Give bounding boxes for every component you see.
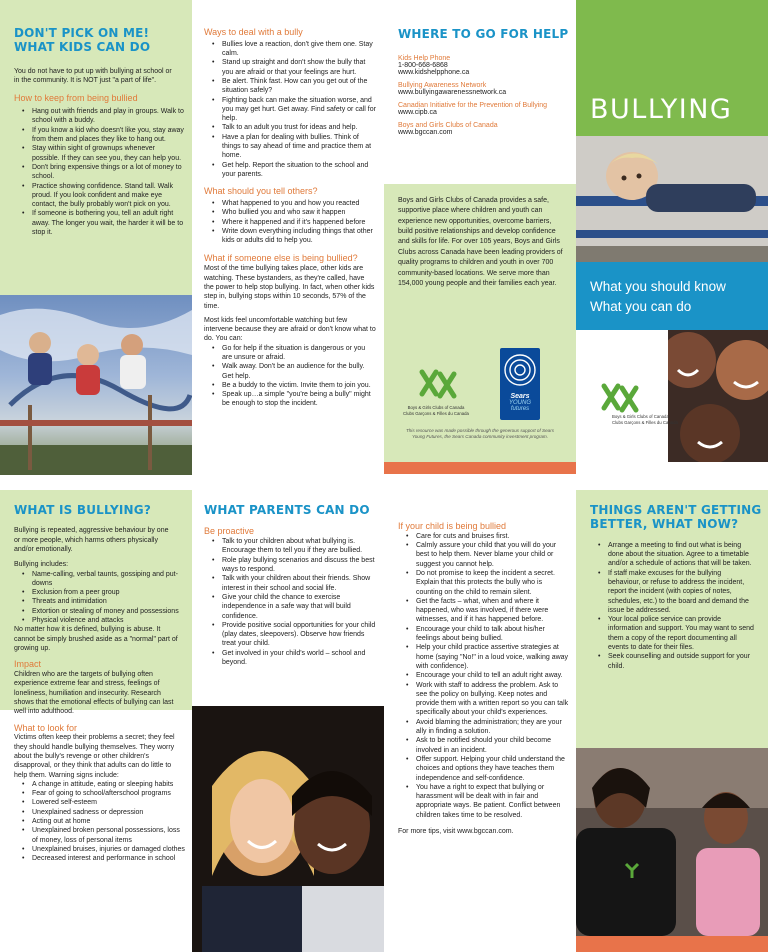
proactive-list	[204, 537, 376, 667]
org-name: Canadian Initiative for the Prevention of Bullying	[398, 102, 548, 110]
cover-title: BULLYING	[590, 94, 733, 125]
list-item: • Do not promise to keep the incident a secret. Explain that this protects the bully who is counting on the child to remain silent.	[398, 569, 570, 597]
list-item: • Fear of going to school/afterschool programs	[14, 789, 186, 798]
bgc-logo-left	[400, 366, 472, 416]
boy-on-rail-photo	[576, 136, 768, 262]
list-item: • Be alert. Think fast. How can you get out of the situation safely?	[204, 77, 376, 96]
mentor-child-photo	[576, 748, 768, 936]
bgc-figures-icon	[414, 366, 462, 400]
keep-list	[14, 107, 184, 237]
list-item: • Stand up straight and don't show the bully that you are afraid or that your feelings are hurt.	[204, 58, 376, 77]
list-item: • You have a right to expect that bullying or harassment will be dealt with in fair and appropriate ways. Be patient. Conflict between children takes time to be resolved.	[398, 783, 570, 820]
list-item: • Calmly assure your child that you will do your best to help them. Never blame your child or suggest you cannot help.	[398, 541, 570, 569]
list-item: • What happened to you and how you reacted	[204, 199, 376, 208]
about-bgc: Boys and Girls Clubs of Canada provides a safe, supportive place where children and youth can experience new opportunities, overcome barriers, build positive relationships and develop confidence and skills for life. For over 105 years, Boys and Girls Clubs across Canada have been leading providers of quality programs to children and youth in over 700 community-based locations. We serve more than 154,000 young people and their families each year.	[398, 197, 563, 287]
if-bullied-heading: If your child is being bullied	[398, 521, 507, 531]
panel5	[14, 503, 186, 863]
org-cipb	[398, 102, 558, 116]
list-item: • Walk away. Don't be an audience for the bully. Get help.	[204, 362, 376, 381]
list-item: • Help your child practice assertive strategies at home (saying "No!" in a loud voice, walking away with confidence).	[398, 643, 570, 671]
org-phone: 1-800-668-6868	[398, 62, 448, 70]
panel8-orange-bar	[576, 936, 768, 952]
keep-heading: How to keep from being bullied	[14, 93, 138, 104]
org-link[interactable]: www.bgccan.com	[398, 129, 453, 137]
list-item: • Don't bring expensive things or a lot of money to school.	[14, 163, 184, 182]
list-item: • Where it happened and if it's happened before	[204, 218, 376, 227]
bgc-logo-right-text: Boys & Girls Clubs of Canada Clubs Garçons & Filles du Canada	[612, 414, 678, 425]
tagline-know: What you should know	[590, 279, 726, 294]
org-link[interactable]: www.bullyingawarenessnetwork.ca	[398, 89, 507, 97]
kids-faces-illustration	[668, 330, 768, 462]
list-item: • Offer support. Helping your child understand the choices and options they have teaches them independence and self-confidence.	[398, 755, 570, 783]
list-item: • Go for help if the situation is dangerous or you are unsure or afraid.	[204, 344, 376, 363]
sponsor-credit: This resource was made possible through the generous support of Sears Young Futures, the Sears Canada community investment program.	[405, 428, 555, 440]
list-item: • Threats and intimidation	[14, 597, 186, 606]
list-item: • Talk to your children about what bullying is. Encourage them to tell you if they are bullied.	[204, 537, 376, 556]
list-item: • Get involved in your child's world – school and beyond.	[204, 649, 376, 668]
panel8	[590, 503, 762, 671]
look-heading: What to look for	[14, 722, 78, 733]
what-now-title: THINGS AREN'T GETTING BETTER, WHAT NOW?	[590, 503, 762, 532]
list-item: • If staff make excuses for the bullying behaviour, or refuse to address the incident, report the incident (with copies of notes, schedules, etc.) to the board and demand the issue be addressed.	[590, 569, 754, 615]
boy-on-rail-illustration	[576, 136, 768, 262]
org-name: Kids Help Phone	[398, 55, 451, 63]
list-item: • Name-calling, verbal taunts, gossiping and put-downs	[14, 570, 186, 589]
panel3	[398, 27, 570, 136]
bullying-types-list	[14, 570, 186, 626]
list-item: • Role play bullying scenarios and discuss the best ways to respond.	[204, 556, 376, 575]
list-item: • Acting out at home	[14, 817, 186, 826]
ways-heading: Ways to deal with a bully	[204, 27, 303, 37]
list-item: • Extortion or stealing of money and possessions	[14, 607, 186, 616]
if-bullied-list	[398, 532, 570, 820]
list-item: • Encourage your child to talk about his/her feelings about being bullied.	[398, 625, 570, 644]
tell-list	[204, 199, 376, 245]
else-list	[204, 344, 376, 409]
list-item: • Talk to an adult you trust for ideas and help.	[204, 123, 376, 132]
warning-signs-list	[14, 780, 186, 864]
proactive-heading: Be proactive	[204, 526, 255, 537]
list-item: • Physical violence and attacks	[14, 616, 186, 625]
list-item: • Give your child the chance to exercise independence in a safe way that will build confidence.	[204, 593, 376, 621]
list-item: • Encourage your child to tell an adult right away.	[398, 671, 570, 680]
tagline-do: What you can do	[590, 299, 692, 315]
list-item: • Ask to be notified should your child become involved in an incident.	[398, 736, 570, 755]
kids-playground-illustration	[0, 295, 192, 475]
else-paragraph-1: Most of the time bullying takes place, other kids are watching. These bystanders, as they're called, have the power to help stop bullying. In fact, when other kids step in, bullying stops within 10 seconds, 57% of the time.	[204, 265, 375, 310]
list-item: • If someone is bothering you, tell an adult right away. The longer you wait, the harder it will be to stop it.	[14, 209, 184, 237]
list-item: • Unexplained broken personal possessions, loss of money, loss of personal items	[14, 826, 186, 845]
list-item: • Avoid blaming the administration; they are your ally in finding a solution.	[398, 718, 570, 737]
panel2	[204, 27, 376, 409]
list-item: • Write down everything including things that other kids or adults did to help you.	[204, 227, 376, 246]
panel6	[204, 503, 376, 667]
list-item: • Have a plan for dealing with bullies. Think of things to say ahead of time and practice them at home.	[204, 133, 376, 161]
list-item: • Bullies love a reaction, don't give them one. Stay calm.	[204, 40, 376, 59]
panel1-intro: You do not have to put up with bullying at school or in the community. It is NOT just "a part of life".	[14, 67, 172, 85]
list-item: • Be a buddy to the victim. Invite them to join you.	[204, 381, 376, 390]
list-item: • Seek counselling and outside support for your child.	[590, 652, 754, 671]
list-item: • Exclusion from a peer group	[14, 588, 186, 597]
list-item: • Care for cuts and bruises first.	[398, 532, 570, 541]
list-item: • Unexplained bruises, injuries or damaged clothes	[14, 845, 186, 854]
org-bullying-awareness	[398, 82, 570, 96]
list-item: • Who bullied you and who saw it happen	[204, 208, 376, 217]
what-is-bullying-title: WHAT IS BULLYING?	[14, 503, 152, 517]
panel1-title: DON'T PICK ON ME! WHAT KIDS CAN DO	[14, 26, 151, 55]
org-link[interactable]: www.cipb.ca	[398, 109, 437, 117]
org-name: Bullying Awareness Network	[398, 82, 487, 90]
cover-taglines	[590, 277, 726, 318]
list-item: • Get help. Report the situation to the school and your parents.	[204, 161, 376, 180]
list-item: • Arrange a meeting to find out what is being done about the situation. Agree to a timetable and/or a schedule of actions that will be taken.	[590, 541, 754, 569]
list-item: • Get the facts – what, when and where it happened, who was involved, if there were witnesses, and if it has happened before.	[398, 597, 570, 625]
list-item: • Stay within sight of grownups whenever possible. If they can see you, they can help you.	[14, 144, 184, 163]
else-heading: What if someone else is being bullied?	[204, 252, 358, 263]
list-item: • Speak up…a simple "you're being a bully" might be enough to stop the incident.	[204, 390, 376, 409]
help-title: WHERE TO GO FOR HELP	[398, 27, 569, 41]
list-item: • A change in attitude, eating or sleeping habits	[14, 780, 186, 789]
bullying-is-abuse: No matter how it is defined, bullying is abuse. It cannot be simply brushed aside as a "normal" part of growing up.	[14, 626, 178, 652]
parents-title: WHAT PARENTS CAN DO	[204, 503, 370, 517]
sears-label: Sears	[510, 393, 530, 400]
kids-faces-photo	[668, 330, 768, 462]
two-girls-illustration	[192, 706, 384, 952]
kids-playground-photo	[0, 295, 192, 475]
list-item: • Practice showing confidence. Stand tall. Walk proud. If you look confident and make eye contact, the bully probably won't pick on you.	[14, 182, 184, 210]
bgc-logo-text: Boys & Girls Clubs of Canada Clubs Garçons & Filles du Canada	[403, 405, 469, 416]
young-futures-label: YOUNG futures	[508, 400, 531, 412]
sears-spiral-icon	[503, 352, 537, 388]
org-kids-help	[398, 55, 570, 76]
else-paragraph-2: Most kids feel uncomfortable watching but few intervene because they are afraid or don't know what to do. You can:	[204, 316, 376, 343]
org-link[interactable]: www.kidshelpphone.ca	[398, 69, 470, 77]
what-now-list	[590, 541, 754, 671]
bgc-figures-icon	[596, 380, 644, 414]
list-item: • If you know a kid who doesn't like you, stay away from them and places they like to hang out.	[14, 126, 184, 145]
list-item: • Provide positive social opportunities for your child (play dates, sleepovers). Observe how friends treat your child.	[204, 621, 376, 649]
list-item: • Decreased interest and performance in school	[14, 854, 186, 863]
ways-list	[204, 40, 376, 179]
includes-label: Bullying includes:	[14, 561, 69, 569]
org-name: Boys and Girls Clubs of Canada	[398, 122, 498, 130]
impact-heading: Impact	[14, 659, 42, 670]
sears-young-futures-logo	[500, 348, 540, 420]
impact-text: Children who are the targets of bullying often experience extreme fear and stress, feelings of loneliness, humiliation and insecurity. Research shows that the emotional effects of bullying can last well into adulthood.	[14, 671, 174, 716]
panel3-orange-bar	[384, 462, 576, 474]
tell-heading: What should you tell others?	[204, 186, 318, 197]
list-item: • Work with staff to address the problem. Ask to see the policy on bullying. Keep notes and provide them with a written report so you can talk specifically about your child's experiences.	[398, 681, 570, 718]
list-item: • Fighting back can make the situation worse, and you may get hurt. Get away. Find safety or call for help.	[204, 96, 376, 124]
org-bgc	[398, 122, 570, 136]
panel7	[398, 521, 570, 836]
list-item: • Hang out with friends and play in groups. Walk to school with a buddy.	[14, 107, 184, 126]
look-text: Victims often keep their problems a secret; they feel they should handle bullying themselves. They worry about the bully's revenge or other children's disapproval, or they think that adults can do little to help them. Warning signs include:	[14, 734, 175, 779]
two-girls-photo	[192, 706, 384, 952]
panel1	[14, 26, 186, 237]
more-tips: For more tips, visit www.bgccan.com.	[398, 828, 514, 835]
list-item: • Lowered self-esteem	[14, 798, 186, 807]
mentor-child-illustration	[576, 748, 768, 936]
list-item: • Your local police service can provide information and support. You may want to send them a copy of the report documenting all events to date for their files.	[590, 615, 754, 652]
list-item: • Talk with your children about their friends. Show interest in their school and social life.	[204, 574, 376, 593]
list-item: • Unexplained sadness or depression	[14, 808, 186, 817]
bullying-definition: Bullying is repeated, aggressive behaviour by one or more people, which harms others physically and/or emotionally.	[14, 527, 169, 553]
cover-green-band	[576, 0, 768, 84]
